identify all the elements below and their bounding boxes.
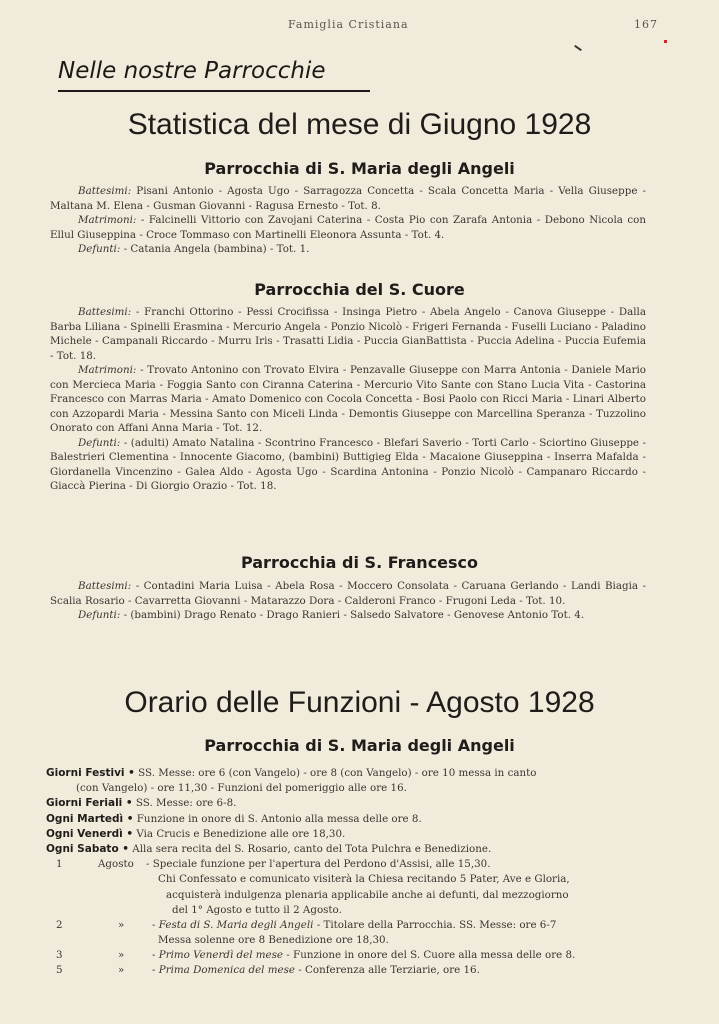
event-row: 2 » - Festa di S. Maria degli Angeli - Titolare della Parrocchia. SS. Messe: ore 6-7 xyxy=(46,918,650,933)
entry-text: - (bambini) Drago Renato - Drago Ranieri - Salsedo Salvatore - Genovese Antonio Tot. 4. xyxy=(120,609,585,621)
schedule-day xyxy=(46,842,650,857)
section-title: Nelle nostre Parrocchie xyxy=(58,58,326,84)
entry-text: - Falcinelli Vittorio con Zavojani Caterina - Costa Pio con Zarafa Antonia - Debono Nicola con Ellul Giuseppina - Croce Tommaso con Martinelli Eleonora Assunta - Tot. 4. xyxy=(50,214,646,241)
entry-text: - (adulti) Amato Natalina - Scontrino Francesco - Blefari Saverio - Torti Carlo - Sciortino Giuseppe - Balestrieri Clementina - Innocente Giacomo, (bambini) Buttigieg Elda - Macaione Giuseppina - Inserra Mafalda - Giordanella Vincenzino - Galea Aldo - Agosta Ugo - Scardina Antonina - Ponzio Nicolò - Campanaro Riccardo - Giaccà Pierina - Di Giorgio Orazio - Tot. 18. xyxy=(50,436,646,492)
event-row: 5 » - Prima Domenica del mese - Conferenza alle Terziarie, ore 16. xyxy=(46,963,650,978)
event-month: » xyxy=(118,949,125,962)
parish-heading: Parrocchia di S. Maria degli Angeli xyxy=(204,159,515,178)
page-number: 167 xyxy=(634,18,658,31)
day-label: Ogni Venerdì • xyxy=(46,827,134,840)
event-text: - Conferenza alle Terziarie, ore 16. xyxy=(295,964,480,977)
entry-label: Matrimoni: xyxy=(78,364,137,376)
schedule-title: Orario delle Funzioni - Agosto 1928 xyxy=(124,686,595,719)
schedule-day xyxy=(46,796,650,811)
event-day: 2 xyxy=(56,918,63,931)
schedule-day xyxy=(46,827,650,842)
event-cont xyxy=(46,933,650,948)
event-month: » xyxy=(118,964,125,977)
day-label: Giorni Festivi • xyxy=(46,767,135,779)
event-cont xyxy=(46,888,650,903)
event-text-cont: acquisterà indulgenza plenaria applicabile anche ai defunti, dal mezzogiorno xyxy=(166,888,569,901)
entry-text: - Franchi Ottorino - Pessi Crocifissa - Insinga Pietro - Abela Angelo - Canova Giuseppe - Dalla Barba Liliana - Spinelli Erasmina - Mercurio Angela - Ponzio Nicolò - Frigeri Fernanda - Fuselli Luciano - Paladino Michele - Campanali Riccardo - Murru Iris - Trasatti Lidia - Puccia GianBattista - Puccia Adelina - Puccia Eufemia - Tot. 18. xyxy=(50,306,646,362)
parish-register xyxy=(50,305,646,494)
event-cont xyxy=(46,872,650,887)
day-text: SS. Messe: ore 6 (con Vangelo) - ore 8 (con Vangelo) - ore 10 messa in canto xyxy=(134,767,537,779)
day-text: SS. Messe: ore 6-8. xyxy=(132,797,237,810)
day-text: Funzione in onore di S. Antonio alla messa delle ore 8. xyxy=(133,812,422,825)
entry-text: - Trovato Antonino con Trovato Elvira - Penzavalle Giuseppe con Marra Antonia - Daniele Mario con Merci̇eca Maria - Foggia Santo con Ciranna Caterina - Mercurio Vito Sante con Stano Lucia Vita - Castorina Francesco con Marras Maria - Amato Domenico con Cocola Concetta - Bosi Paolo con Ricci Maria - Linari Alberto con Azzopardi Maria - Messina Santo con Miceli Linda - Demontis Giuseppe con Marcellina Speranza - Tuzzolino Onorato con Affani Anna Maria - Tot. 12. xyxy=(50,364,646,434)
day-label: Ogni Martedì • xyxy=(46,812,134,825)
event-text: - Speciale funzione per l'apertura del Perdono d'Assisi, alle 15,30. xyxy=(146,858,491,871)
parish-register xyxy=(50,184,646,257)
entry-label: Defunti: xyxy=(78,243,121,255)
event-day: 3 xyxy=(56,949,63,962)
event-month: Agosto xyxy=(98,858,134,871)
event-text-cont: del 1° Agosto e tutto il 2 Agosto. xyxy=(172,903,342,916)
day-label: Giorni Feriali • xyxy=(46,797,133,810)
event-text: - Funzione in onore del S. Cuore alla messa delle ore 8. xyxy=(283,949,576,962)
event-month: » xyxy=(118,918,125,931)
entry-text: Pisani Antonio - Agosta Ugo - Sarragozza Concetta - Scala Concetta Maria - Vella Giuseppe - Maltana M. Elena - Gusman Giovanni - Ragusa Ernesto - Tot. 8. xyxy=(50,185,646,212)
event-feast: Festa di S. Maria degli Angeli xyxy=(158,918,314,931)
event-day: 5 xyxy=(56,964,63,977)
event-row xyxy=(46,857,650,872)
parish-register xyxy=(50,579,646,623)
schedule-parish-heading: Parrocchia di S. Maria degli Angeli xyxy=(204,736,515,755)
section-underline xyxy=(58,90,370,92)
entry-label: Matrimoni: xyxy=(78,214,137,226)
entry-label: Defunti: xyxy=(78,609,121,621)
day-text-cont: (con Vangelo) - ore 11,30 - Funzioni del pomeriggio alle ore 16. xyxy=(76,782,407,795)
day-label: Ogni Sabato • xyxy=(46,842,130,855)
day-text: Via Crucis e Benedizione alle ore 18,30. xyxy=(133,827,346,840)
event-text-cont: Chi Confessato e comunicato visiterà la Chiesa recitando 5 Pater, Ave e Gloria, xyxy=(158,873,570,886)
event-feast: Prima Domenica del mese xyxy=(158,964,295,977)
event-text-cont: Messa solenne ore 8 Benedizione ore 18,30. xyxy=(158,934,389,947)
schedule-day xyxy=(46,812,650,827)
stats-title: Statistica del mese di Giugno 1928 xyxy=(127,108,592,141)
entry-text: - Contadini Maria Luisa - Abela Rosa - Moccero Consolata - Caruana Gerlando - Landi Biagia - Scalia Rosario - Cavarretta Giovanni - Matarazzo Dora - Calderoni Franco - Frugoni Leda - Tot. 10. xyxy=(50,580,646,607)
event-text: - Titolare della Parrocchia. SS. Messe: ore 6-7 xyxy=(313,918,557,931)
entry-text: - Catania Angela (bambina) - Tot. 1. xyxy=(120,243,310,255)
entry-label: Battesimi: xyxy=(78,580,132,592)
parish-heading: Parrocchia di S. Francesco xyxy=(240,553,479,572)
schedule-list xyxy=(46,766,650,979)
event-cont xyxy=(46,903,650,918)
schedule-day-cont xyxy=(46,781,650,796)
magazine-title: Famiglia Cristiana xyxy=(288,18,409,31)
entry-label: Defunti: xyxy=(78,436,121,449)
event-row: 3 » - Primo Venerdì del mese - Funzione in onore del S. Cuore alla messa delle ore 8. xyxy=(46,948,650,963)
event-feast: Primo Venerdì del mese xyxy=(158,949,284,962)
event-day: 1 xyxy=(56,858,63,871)
day-text: Alla sera recita del S. Rosario, canto del Tota Pulchra e Benedizione. xyxy=(129,842,492,855)
print-speck xyxy=(574,45,582,51)
parish-heading: Parrocchia del S. Cuore xyxy=(254,280,465,299)
entry-label: Battesimi: xyxy=(78,306,132,318)
print-speck-red xyxy=(664,40,667,43)
schedule-day xyxy=(46,766,650,781)
entry-label: Battesimi: xyxy=(78,185,132,197)
